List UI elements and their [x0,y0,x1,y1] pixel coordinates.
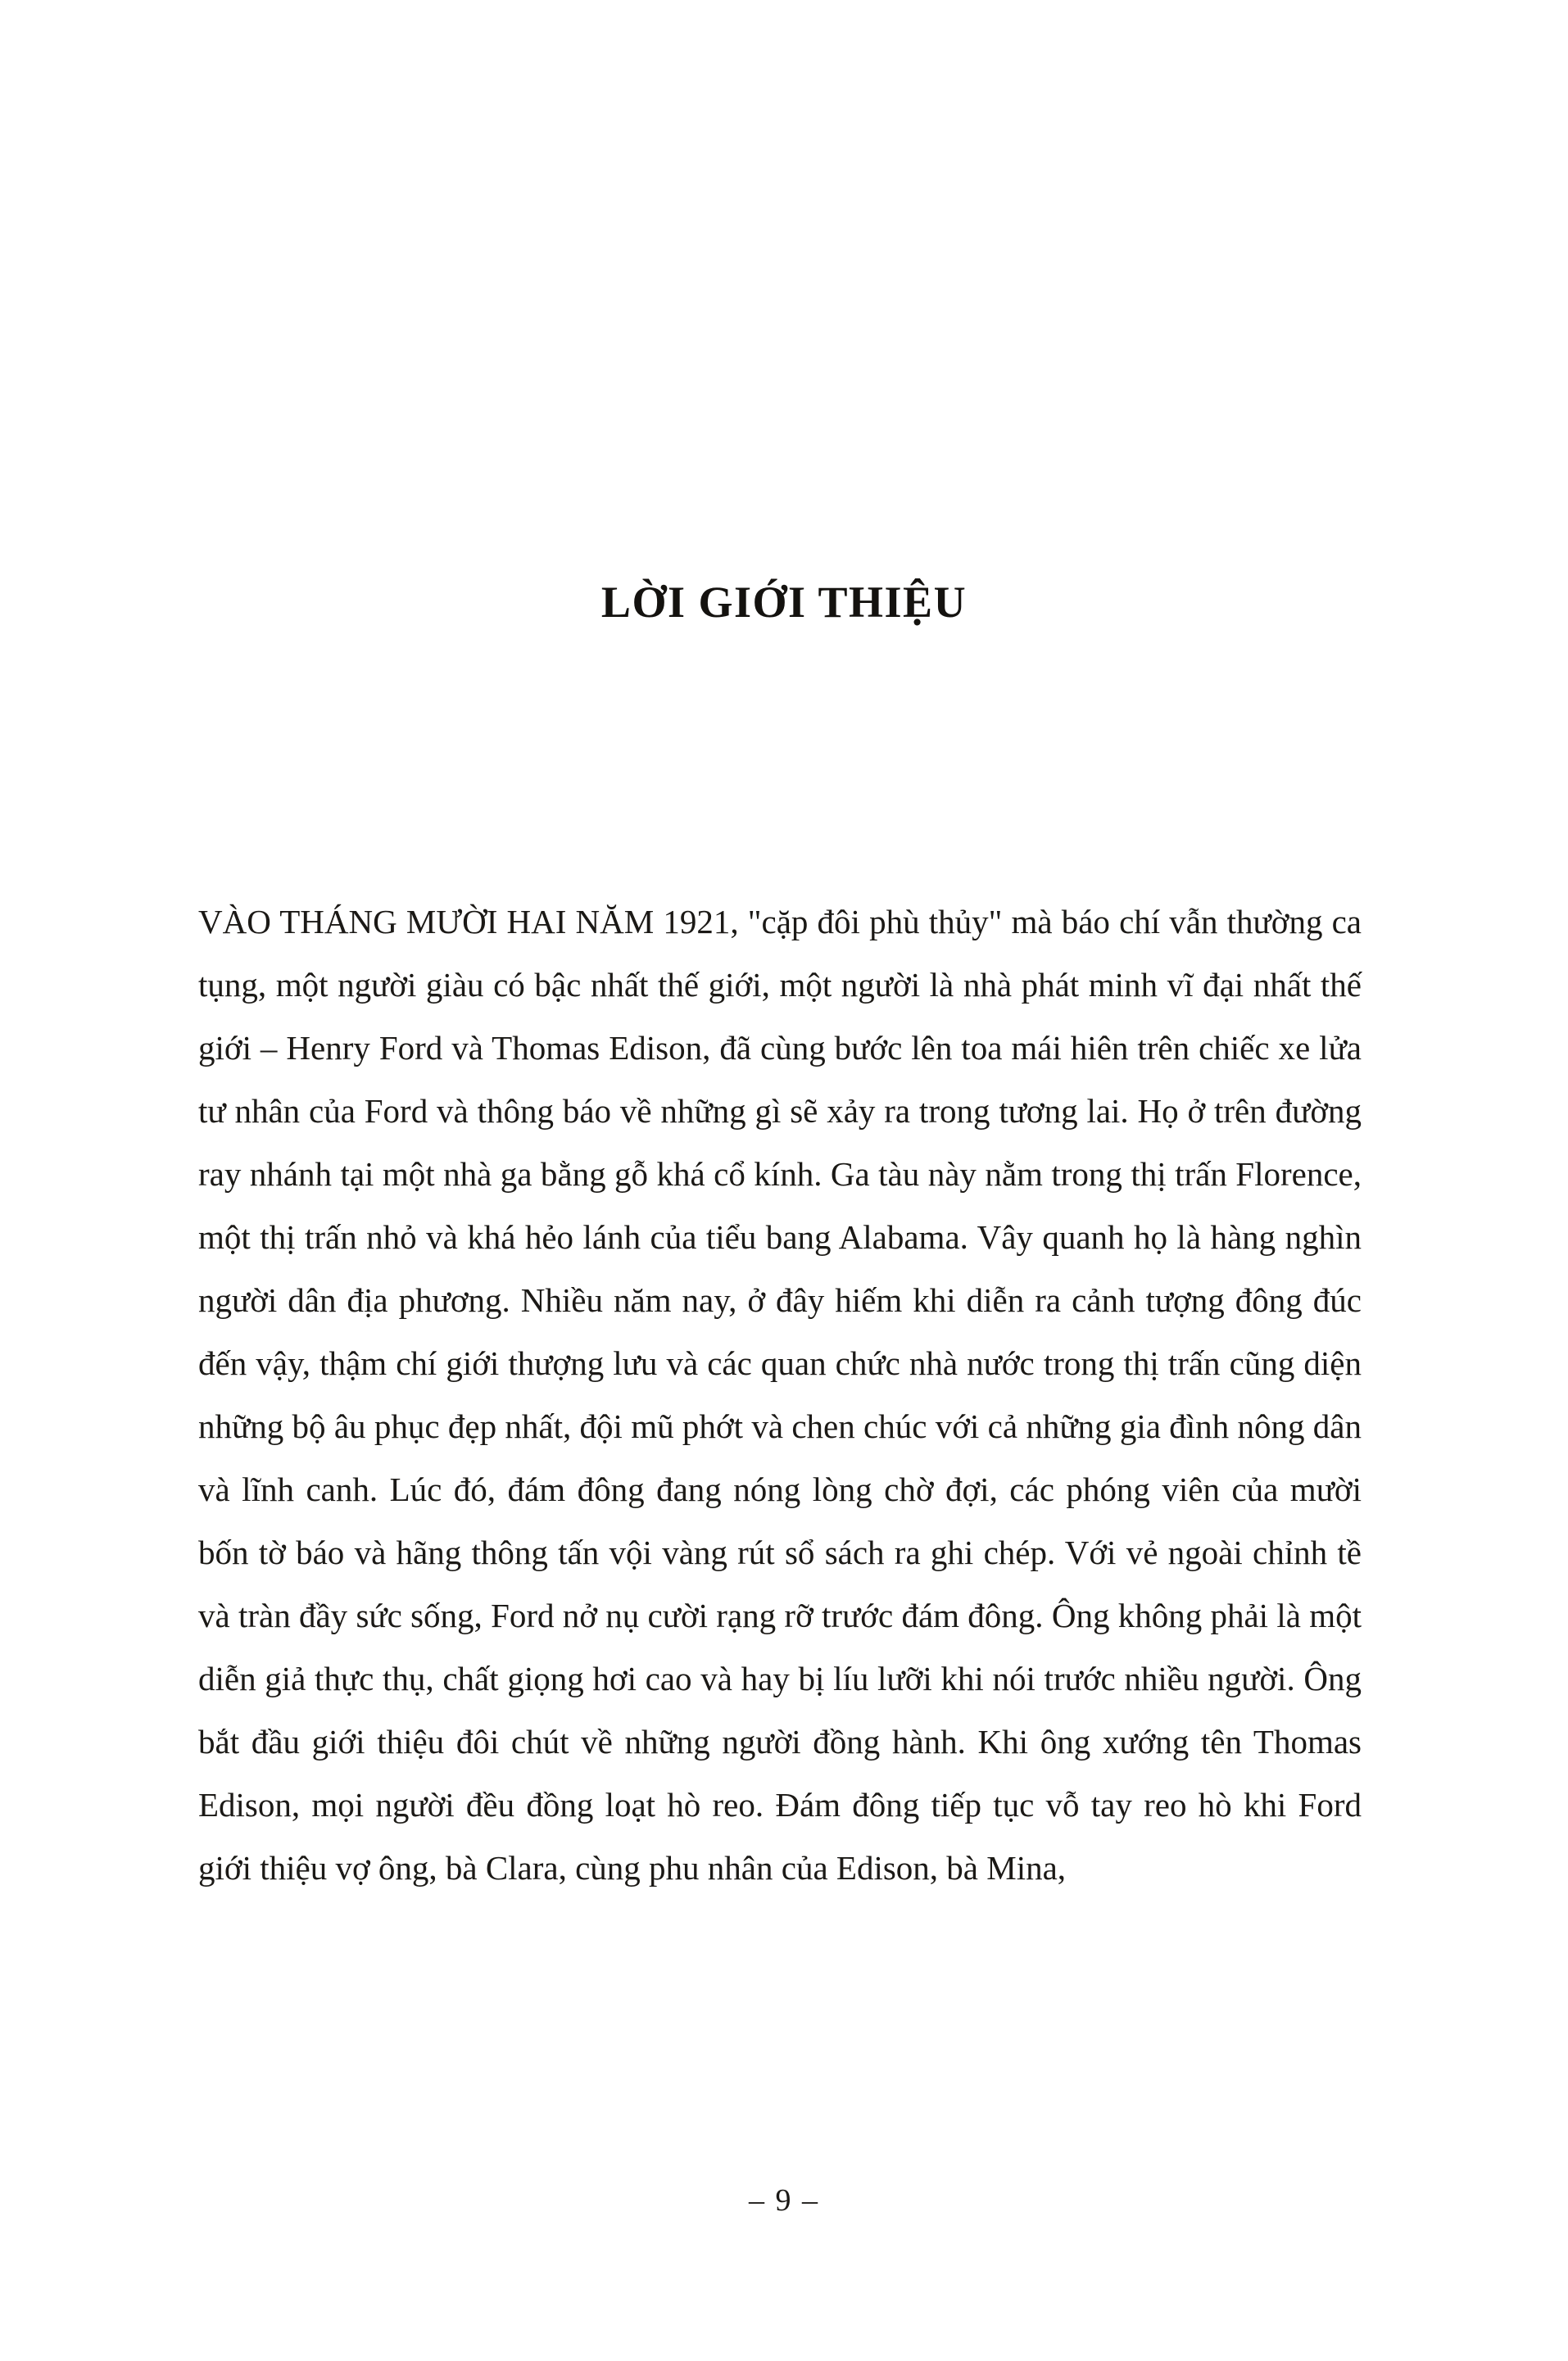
chapter-title: LỜI GIỚI THIỆU [600,578,968,628]
body-paragraph: VÀO THÁNG MƯỜI HAI NĂM 1921, "cặp đôi phù thủy" mà báo chí vẫn thường ca tụng, một người giàu có bậc nhất thế giới, một người là nhà phát minh vĩ đại nhất thế giới – Henry Ford và Thomas Edison, đã cùng bước lên toa mái hiên trên chiếc xe lửa tư nhân của Ford và thông báo về những gì sẽ xảy ra trong tương lai. Họ ở trên đường ray nhánh tại một nhà ga bằng gỗ khá cổ kính. Ga tàu này nằm trong thị trấn Florence, một thị trấn nhỏ và khá hẻo lánh của tiểu bang Alabama. Vây quanh họ là hàng nghìn người dân địa phương. Nhiều năm nay, ở đây hiếm khi diễn ra cảnh tượng đông đúc đến vậy, thậm chí giới thượng lưu và các quan chức nhà nước trong thị trấn cũng diện những bộ âu phục đẹp nhất, đội mũ phớt và chen chúc với cả những gia đình nông dân và lĩnh canh. Lúc đó, đám đông đang nóng lòng chờ đợi, các phóng viên của mười bốn tờ báo và hãng thông tấn vội vàng rút sổ sách ra ghi chép. Với vẻ ngoài chỉnh tề và tràn đầy sức sống, Ford nở nụ cười rạng rỡ trước đám đông. Ông không phải là một diễn giả thực thụ, chất giọng hơi cao và hay bị líu lưỡi khi nói trước nhiều người. Ông bắt đầu giới thiệu đôi chút về những người đồng hành. Khi ông xướng tên Thomas Edison, mọi người đều đồng loạt hò reo. Đám đông tiếp tục vỗ tay reo hò khi Ford giới thiệu vợ ông, bà Clara, cùng phu nhân của Edison, bà Mina, [198,903,1362,1887]
page-number: – 9 – [749,2183,819,2218]
